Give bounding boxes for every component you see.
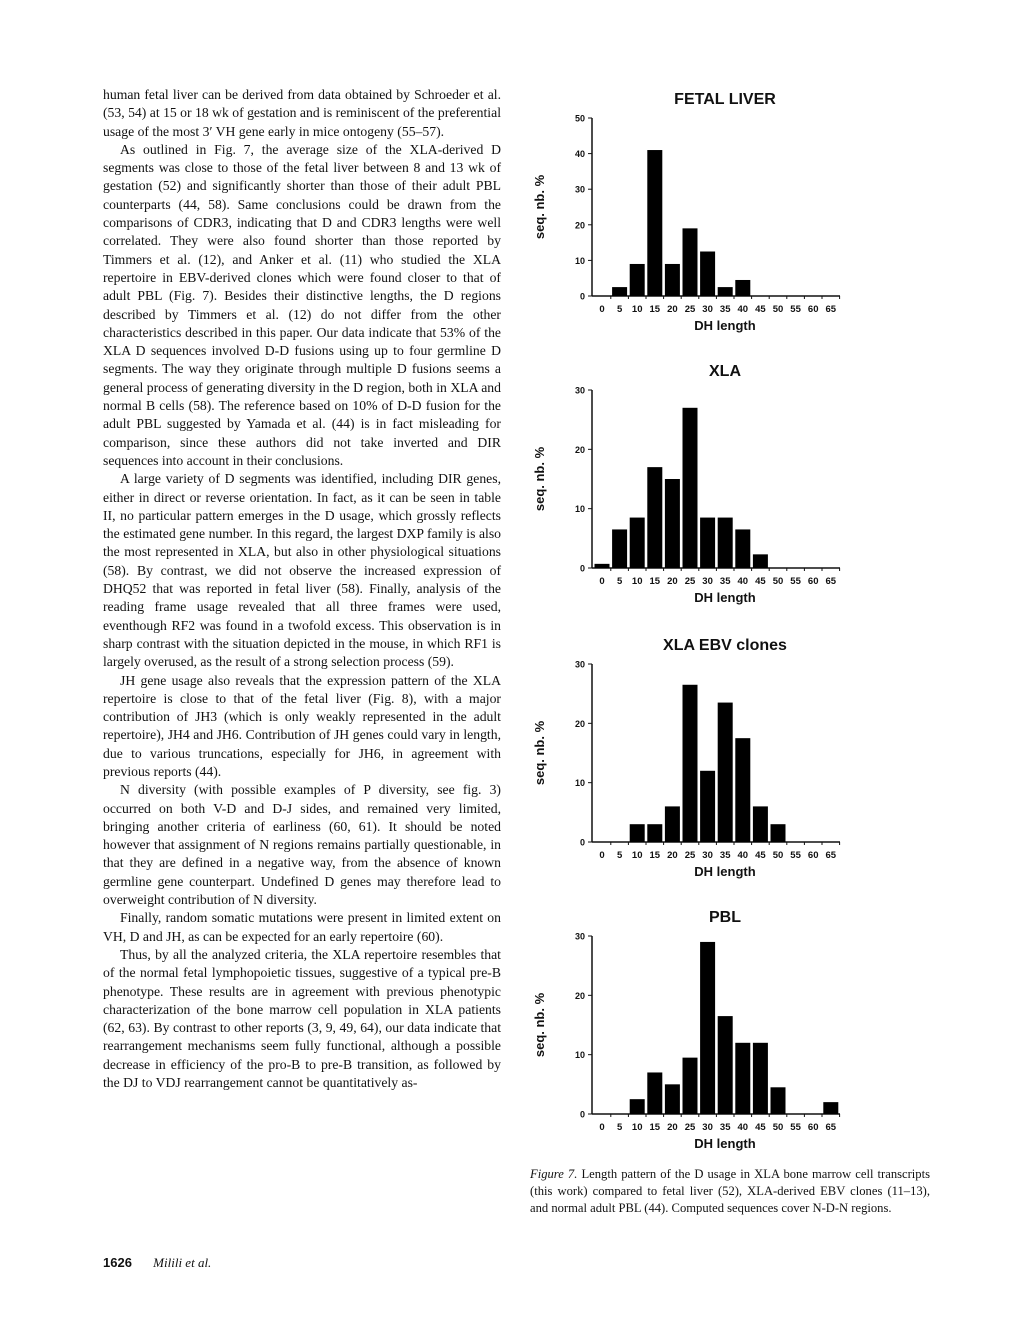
x-tick-label: 40	[737, 304, 749, 315]
x-tick-label: 60	[807, 850, 819, 861]
y-tick-label: 20	[574, 990, 585, 1001]
bar	[735, 280, 750, 296]
y-tick-label: 30	[574, 931, 585, 942]
x-tick-label: 60	[807, 576, 819, 587]
bar	[630, 264, 645, 296]
y-tick-label: 0	[579, 837, 585, 848]
x-tick-label: 65	[825, 304, 837, 315]
bar	[753, 554, 768, 568]
bar	[665, 479, 680, 568]
x-tick-label: 60	[807, 304, 819, 315]
x-tick-label: 35	[719, 850, 731, 861]
chart-title: XLA	[709, 363, 741, 380]
x-tick-label: 20	[667, 576, 678, 587]
bar	[753, 1043, 768, 1114]
x-tick-label: 5	[616, 850, 623, 861]
x-tick-label: 20	[667, 850, 678, 861]
x-tick-label: 40	[737, 850, 749, 861]
bar	[647, 150, 662, 296]
y-tick-label: 10	[574, 778, 585, 789]
x-tick-label: 40	[737, 576, 749, 587]
bar	[647, 1072, 662, 1114]
x-tick-label: 10	[631, 850, 643, 861]
bar	[665, 264, 680, 296]
bar	[718, 287, 733, 296]
bar	[771, 824, 786, 842]
y-tick-label: 30	[574, 385, 585, 396]
x-tick-label: 0	[599, 576, 605, 587]
x-tick-label: 55	[790, 1122, 801, 1133]
bar	[753, 806, 768, 842]
chart-pbl	[520, 898, 850, 1168]
bar	[630, 518, 645, 568]
x-tick-label: 15	[649, 304, 661, 315]
body-text-column	[103, 86, 501, 1092]
chart-xla-ebv-clones	[520, 626, 850, 896]
x-tick-label: 5	[616, 304, 623, 315]
x-tick-label: 15	[649, 850, 661, 861]
x-tick-label: 35	[719, 304, 731, 315]
y-tick-label: 30	[574, 659, 585, 670]
bar	[700, 252, 715, 297]
x-tick-label: 20	[667, 304, 678, 315]
x-tick-label: 5	[616, 1122, 623, 1133]
x-tick-label: 0	[599, 850, 605, 861]
x-tick-label: 45	[755, 576, 766, 587]
paragraph: Thus, by all the analyzed criteria, the XLA repertoire resembles that of the normal fetal lymphopoietic tissues, suggestive of a typical pre-B phenotype. These results are in agreement with previous phenotypic characterization of the bone marrow cell population in XLA patients (62, 63). By contrast to other reports (3, 9, 49, 64), our data indicate that rearrangement mechanisms seem fully functional, although a possible decrease in efficiency of the pro-B to pre-B transition, as followed by the DJ to VDJ rearrangement cannot be quantitatively as-	[103, 946, 501, 1091]
bar	[665, 806, 680, 842]
bar	[595, 564, 610, 568]
x-tick-label: 50	[772, 1122, 784, 1133]
bar	[612, 287, 627, 296]
bar	[665, 1084, 680, 1114]
bar	[630, 1099, 645, 1114]
y-axis-label: seq. nb. %	[532, 720, 547, 786]
y-tick-label: 0	[579, 1109, 585, 1120]
x-tick-label: 55	[790, 304, 801, 315]
paragraph: N diversity (with possible examples of P diversity, see fig. 3) occurred on both V-D and D-J sides, and remained very limited, bringing another criteria of earliness (60, 61). It should be noted however that assignment of N regions remains partially questionable, in that they are defined in a negative way, from the absence of known germline gene counterpart. Undefined D genes may therefore lead to overweight contribution of N diversity.	[103, 782, 501, 908]
caption-label: Figure 7.	[530, 1167, 578, 1181]
x-tick-label: 55	[790, 576, 801, 587]
x-tick-label: 25	[684, 304, 696, 315]
y-tick-label: 40	[574, 149, 585, 160]
y-tick-label: 20	[574, 718, 585, 729]
bar	[700, 518, 715, 568]
bar	[735, 738, 750, 842]
y-tick-label: 10	[574, 1050, 585, 1061]
x-tick-label: 20	[667, 1122, 678, 1133]
paragraph: Finally, random somatic mutations were present in limited extent on VH, D and JH, as can be expected for an early repertoire (60).	[103, 910, 501, 944]
bar	[735, 1043, 750, 1114]
x-tick-label: 10	[631, 1122, 643, 1133]
x-tick-label: 45	[755, 1122, 766, 1133]
x-tick-label: 30	[702, 576, 713, 587]
x-tick-label: 50	[772, 850, 784, 861]
x-tick-label: 15	[649, 1122, 661, 1133]
x-tick-label: 30	[702, 1122, 713, 1133]
bar	[683, 408, 698, 568]
x-tick-label: 50	[772, 576, 784, 587]
x-tick-label: 60	[807, 1122, 819, 1133]
x-tick-label: 65	[825, 1122, 837, 1133]
chart-title: PBL	[709, 909, 741, 926]
chart-title: FETAL LIVER	[674, 91, 776, 108]
bar	[823, 1102, 838, 1114]
x-axis-label: DH length	[694, 590, 756, 605]
y-tick-label: 10	[574, 255, 585, 266]
y-axis-label: seq. nb. %	[532, 446, 547, 512]
x-tick-label: 55	[790, 850, 801, 861]
chart-title: XLA EBV clones	[663, 637, 787, 654]
bar	[718, 1016, 733, 1114]
x-tick-label: 5	[616, 576, 623, 587]
x-tick-label: 35	[719, 1122, 731, 1133]
x-tick-label: 65	[825, 576, 837, 587]
x-tick-label: 0	[599, 304, 605, 315]
x-tick-label: 30	[702, 304, 713, 315]
x-tick-label: 45	[755, 304, 766, 315]
figure-caption	[530, 1166, 930, 1217]
y-tick-label: 50	[574, 113, 585, 124]
x-axis-label: DH length	[694, 318, 756, 333]
paragraph: A large variety of D segments was identified, including DIR genes, either in direct or reverse orientation. In fact, as it can be seen in table II, no particular pattern emerges in the D usage, which grossly reflects the estimated gene number. In this regard, the largest DXP family is also the most represented in XLA, but also in other physiological situations (58). By contrast, we did not observe the increased expression of DHQ52 that was reported in fetal liver (58). Finally, analysis of the reading frame usage revealed that all three frames were used, eventhough RF2 was found in a twofold excess. This observation is in sharp contrast with the situation depicted in the mouse, in which RF1 is largely overused, as the result of a strong selection process (59).	[103, 471, 501, 670]
y-axis-label: seq. nb. %	[532, 174, 547, 240]
chart-xla	[520, 352, 850, 622]
bar	[700, 942, 715, 1114]
y-tick-label: 0	[579, 291, 585, 302]
x-tick-label: 45	[755, 850, 766, 861]
page-footer	[103, 1255, 211, 1271]
x-axis-label: DH length	[694, 1136, 756, 1151]
x-tick-label: 0	[599, 1122, 605, 1133]
x-tick-label: 10	[631, 304, 643, 315]
bar	[718, 518, 733, 568]
x-tick-label: 30	[702, 850, 713, 861]
x-axis-label: DH length	[694, 864, 756, 879]
x-tick-label: 15	[649, 576, 661, 587]
bar	[647, 824, 662, 842]
x-tick-label: 40	[737, 1122, 749, 1133]
bar	[683, 685, 698, 842]
y-tick-label: 20	[574, 220, 585, 231]
y-tick-label: 30	[574, 184, 585, 195]
x-tick-label: 65	[825, 850, 837, 861]
bar	[647, 467, 662, 568]
bar	[683, 1058, 698, 1114]
running-authors: Milili et al.	[153, 1255, 212, 1270]
bar	[700, 771, 715, 842]
y-axis-label: seq. nb. %	[532, 992, 547, 1058]
x-tick-label: 25	[684, 850, 696, 861]
x-tick-label: 25	[684, 1122, 696, 1133]
chart-fetal-liver	[520, 80, 850, 350]
y-tick-label: 10	[574, 504, 585, 515]
paragraph: JH gene usage also reveals that the expression pattern of the XLA repertoire is close to that of the fetal liver (Fig. 8), with a major contribution of JH3 (which is only weakly represented in the adult repertoire), JH4 and JH6. Contribution of JH genes could vary in length, due to various truncations, especially for JH6, in agreement with previous reports (44).	[103, 672, 501, 779]
bar	[612, 529, 627, 568]
paragraph: human fetal liver can be derived from data obtained by Schroeder et al. (53, 54) at 15 or 18 wk of gestation and is reminiscent of the preferential usage of the most 3′ VH gene early in mice ontogeny (55–57).	[103, 87, 501, 139]
x-tick-label: 25	[684, 576, 696, 587]
bar	[683, 228, 698, 296]
bar	[735, 529, 750, 568]
y-tick-label: 20	[574, 444, 585, 455]
x-tick-label: 50	[772, 304, 784, 315]
caption-text: Length pattern of the D usage in XLA bone marrow cell transcripts (this work) compared to fetal liver (52), XLA-derived EBV clones (11–13), and normal adult PBL (44). Computed sequences cover N-D-N regions.	[530, 1167, 930, 1215]
page-number: 1626	[103, 1255, 132, 1270]
bar	[771, 1087, 786, 1114]
paragraph: As outlined in Fig. 7, the average size of the XLA-derived D segments was close to those of the fetal liver between 8 and 13 wk of gestation (52) and significantly shorter than those of their adult PBL counterparts (44, 58). Same conclusions could be drawn from the comparisons of CDR3, indicating that D and CDR3 lengths were well correlated. They were also found shorter than those reported by Timmers et al. (12), and Anker et al. (11) who studied the XLA repertoire in EBV-derived clones which were found closer to that of adult PBL (Fig. 7). Besides their distinctive lengths, the D regions described by Timmers et al. (12) do not differ from the other characteristics described in this paper. Our data indicate that 53% of the XLA D sequences involved D-D fusions using up to four germline D segments. The way they originate through multiple D fusions seems a general process of generating diversity in the D region, both in XLA and normal B cells (58). The reference based on 10% of D-D fusion for the adult PBL suggested by Yamada et al. (44) is in fact misleading for comparison, since these authors did not take inverted and DIR sequences into account in their conclusions.	[103, 141, 501, 468]
bar	[630, 824, 645, 842]
x-tick-label: 10	[631, 576, 643, 587]
x-tick-label: 35	[719, 576, 731, 587]
bar	[718, 703, 733, 842]
y-tick-label: 0	[579, 563, 585, 574]
